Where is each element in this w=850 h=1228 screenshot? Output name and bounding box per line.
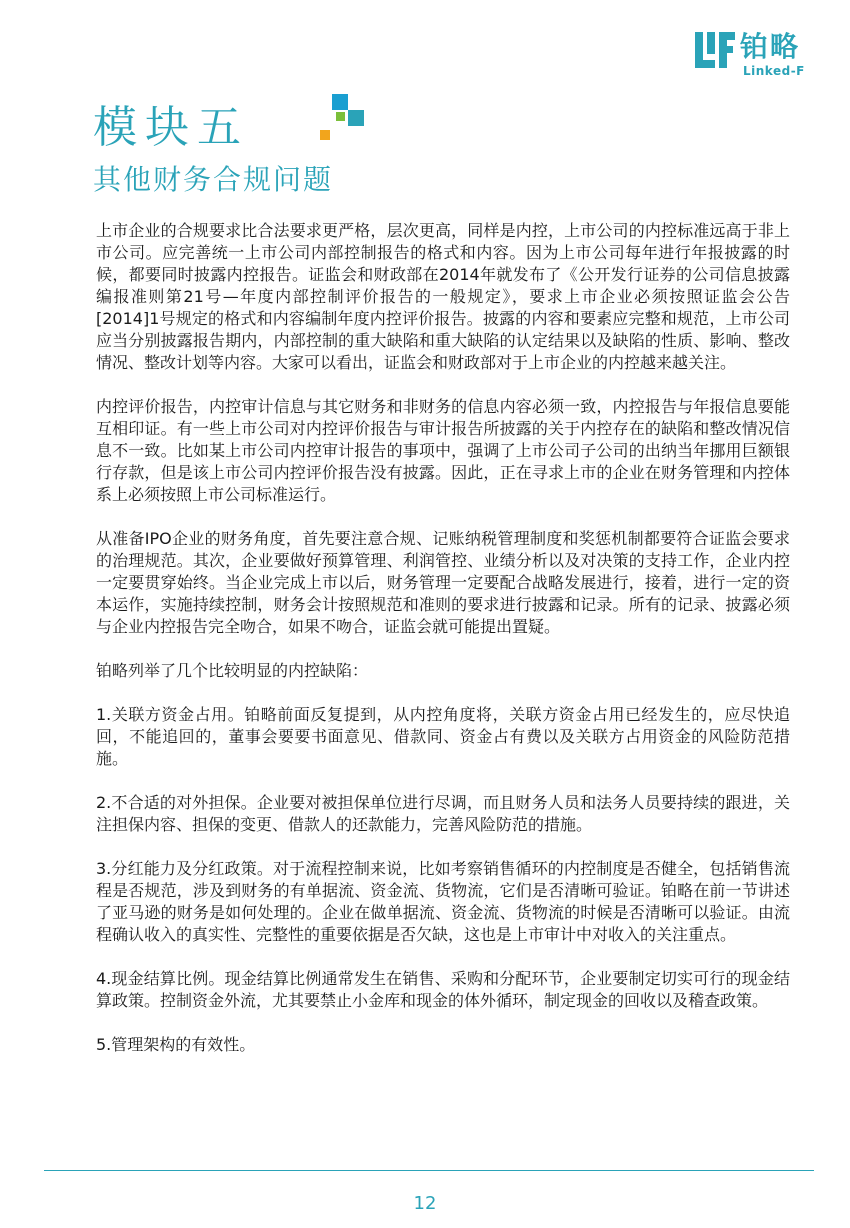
list-item: 1.关联方资金占用。铂略前面反复提到，从内控角度将，关联方资金占用已经发生的，应尽快追回，不能追回的，董事会要要书面意见、借款同、资金占有费以及关联方占用资金的风险防范措施。 <box>96 705 790 768</box>
brand-logo <box>693 30 823 78</box>
brand-name-en: Linked-F <box>743 64 805 78</box>
paragraph: 上市企业的合规要求比合法要求更严格，层次更高，同样是内控，上市公司的内控标准远高于非上市公司。应完善统一上市公司内部控制报告的格式和内容。因为上市公司每年进行年报披露的时候，都要同时披露内控报告。证监会和财政部在2014年就发布了《公开发行证券的公司信息披露编报准则第21号—年度内部控制评价报告的一般规定》，要求上市企业必须按照证监会公告[2014]1号规定的格式和内容编制年度内控评价报告。披露的内容和要素应完整和规范，上市公司应当分别披露报告期内，内部控制的重大缺陷和重大缺陷的认定结果以及缺陷的性质、影响、整改情况、整改计划等内容。大家可以看出，证监会和财政部对于上市企业的内控越来越关注。 <box>96 221 790 372</box>
list-item: 5.管理架构的有效性。 <box>96 1035 256 1054</box>
list-item: 4.现金结算比例。现金结算比例通常发生在销售、采购和分配环节，企业要制定切实可行的现金结算政策。控制资金外流，尤其要禁止小金库和现金的体外循环，制定现金的回收以及稽查政策。 <box>96 969 790 1010</box>
body-content <box>96 220 790 1078</box>
module-subtitle: 其他财务合规问题 <box>93 163 334 196</box>
decorative-squares-icon <box>318 94 366 142</box>
list-item: 2.不合适的对外担保。企业要对被担保单位进行尽调，而且财务人员和法务人员要持续的跟进，关注担保内容、担保的变更、借款人的还款能力，完善风险防范的措施。 <box>96 793 790 834</box>
page-number: 12 <box>413 1193 437 1214</box>
paragraph: 内控评价报告，内控审计信息与其它财务和非财务的信息内容必须一致，内控报告与年报信息要能互相印证。有一些上市公司对内控评价报告与审计报告所披露的关于内控存在的缺陷和整改情况信息不一致。比如某上市公司内控审计报告的事项中，强调了上市公司子公司的出纳当年挪用巨额银行存款，但是该上市公司内控评价报告没有披露。因此，正在寻求上市的企业在财务管理和内控体系上必须按照上市公司标准运行。 <box>96 397 790 504</box>
list-item: 3.分红能力及分红政策。对于流程控制来说，比如考察销售循环的内控制度是否健全，包括销售流程是否规范，涉及到财务的有单据流、资金流、货物流，它们是否清晰可验证。铂略在前一节讲述了亚马逊的财务是如何处理的。企业在做单据流、资金流、货物流的时候是否清晰可以验证。由流程确认收入的真实性、完整性的重要依据是否欠缺，这也是上市审计中对收入的关注重点。 <box>96 859 790 944</box>
brand-name-cn: 铂略 <box>740 30 801 63</box>
paragraph: 从准备IPO企业的财务角度，首先要注意合规、记账纳税管理制度和奖惩机制都要符合证监会要求的治理规范。其次，企业要做好预算管理、利润管控、业绩分析以及对决策的支持工作，企业内控一定要贯穿始终。当企业完成上市以后，财务管理一定要配合战略发展进行，接着，进行一定的资本运作，实施持续控制，财务会计按照规范和准则的要求进行披露和记录。所有的记录、披露必须与企业内控报告完全吻合，如果不吻合，证监会就可能提出置疑。 <box>96 529 790 636</box>
footer-divider <box>44 1170 814 1171</box>
linkedf-logo-icon <box>693 30 737 70</box>
module-title: 模块五 <box>93 102 249 153</box>
paragraph-intro: 铂略列举了几个比较明显的内控缺陷： <box>96 661 369 680</box>
